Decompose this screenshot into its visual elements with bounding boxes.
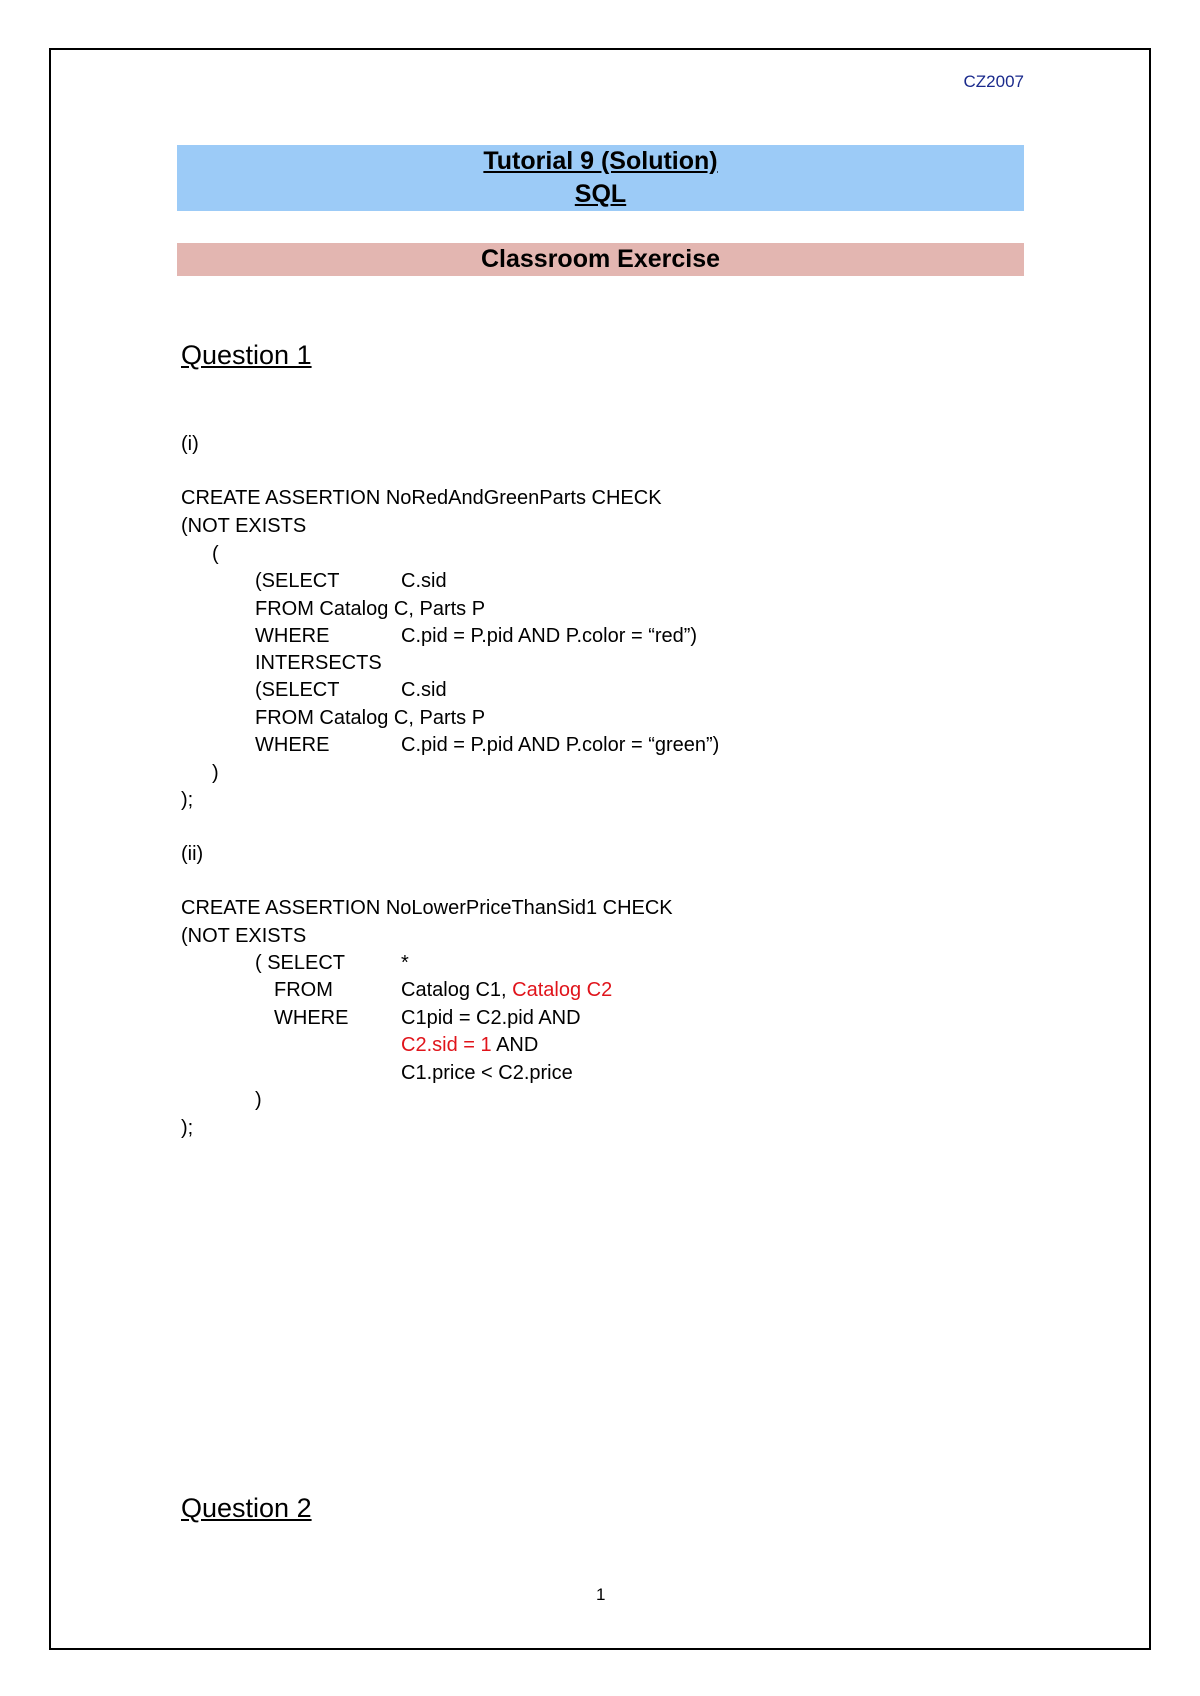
code-value: C.pid = P.pid AND P.color = “green”): [401, 734, 720, 756]
code-line: );: [181, 1117, 194, 1139]
code-keyword: WHERE: [255, 734, 330, 756]
code-line: CREATE ASSERTION NoRedAndGreenParts CHECK: [181, 487, 662, 509]
code-value: C.sid: [401, 679, 447, 701]
code-value: [401, 978, 612, 1002]
part-i-label: (i): [181, 433, 199, 455]
code-highlight: Catalog C2: [512, 979, 613, 1001]
code-line: CREATE ASSERTION NoLowerPriceThanSid1 CHECK: [181, 897, 673, 919]
code-line: ): [255, 1089, 262, 1111]
code-line: FROM Catalog C, Parts P: [255, 598, 486, 620]
tutorial-title: Tutorial 9 (Solution): [483, 147, 718, 175]
code-keyword: (SELECT: [255, 679, 340, 701]
code-text: Catalog C1,: [401, 979, 513, 1001]
code-keyword: WHERE: [255, 625, 330, 647]
code-value: C.pid = P.pid AND P.color = “red”): [401, 625, 698, 647]
code-highlight: C2.sid = 1: [401, 1034, 492, 1056]
code-keyword: ( SELECT: [255, 952, 346, 974]
code-value: *: [401, 952, 409, 974]
tutorial-subject: SQL: [574, 180, 627, 208]
code-value: C1.price < C2.price: [401, 1062, 573, 1084]
code-text: AND: [491, 1034, 539, 1056]
page-border: [49, 48, 1151, 1650]
code-keyword: WHERE: [274, 1007, 349, 1029]
code-line: FROM Catalog C, Parts P: [255, 707, 486, 729]
part-ii-label: (ii): [181, 843, 204, 865]
code-line: );: [181, 789, 194, 811]
section-banner: Classroom Exercise: [177, 243, 1024, 276]
code-keyword: FROM: [274, 979, 333, 1001]
code-line: (: [212, 543, 219, 565]
code-value: [401, 1033, 538, 1057]
code-line: (NOT EXISTS: [181, 925, 307, 947]
course-code: CZ2007: [963, 72, 1024, 91]
code-value: C1pid = C2.pid AND: [401, 1007, 581, 1029]
code-keyword: (SELECT: [255, 570, 340, 592]
code-value: C.sid: [401, 570, 447, 592]
code-line: ): [212, 762, 219, 784]
question-2-heading: Question 2: [181, 1493, 312, 1523]
page-number: 1: [596, 1585, 606, 1604]
code-line: (NOT EXISTS: [181, 515, 307, 537]
title-banner: [177, 145, 1024, 211]
code-line: INTERSECTS: [255, 652, 382, 674]
question-1-heading: Question 1: [181, 340, 312, 370]
